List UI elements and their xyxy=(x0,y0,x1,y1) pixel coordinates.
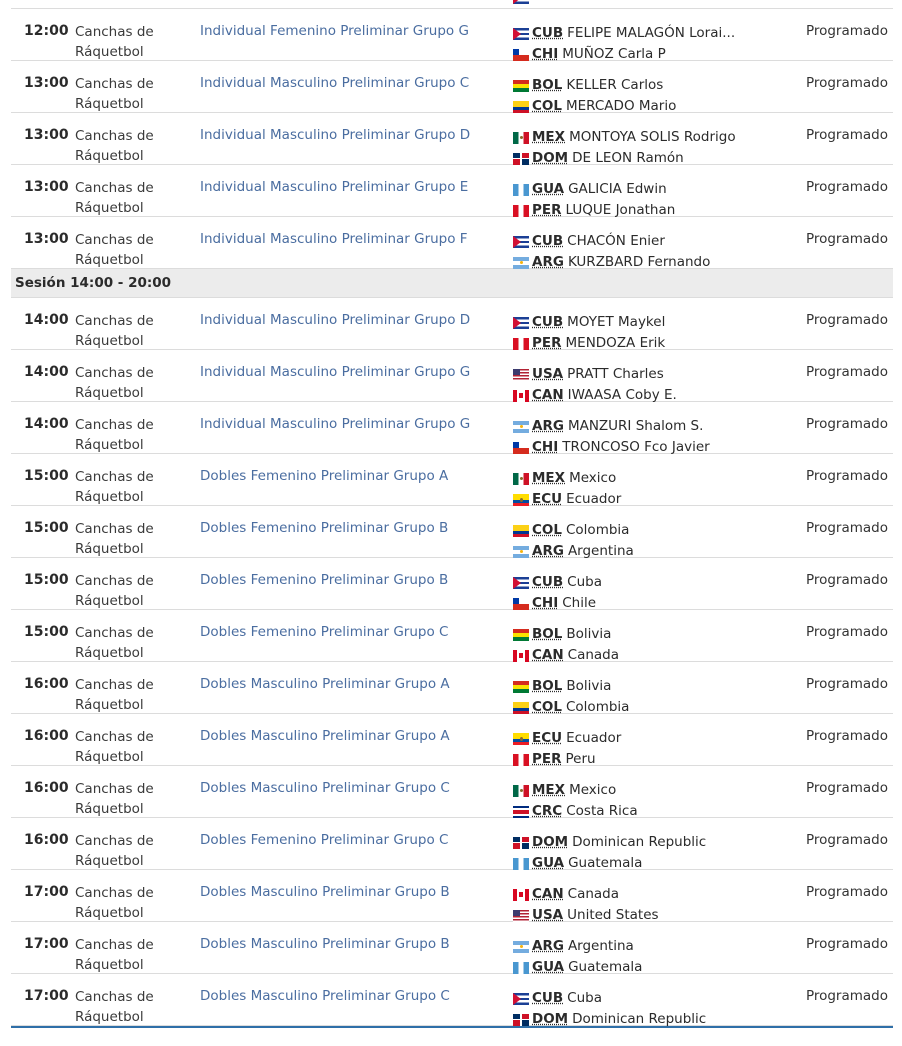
venue-line: Ráquetbol xyxy=(75,43,144,60)
country-code: MEX xyxy=(532,782,566,798)
table-row xyxy=(11,298,893,350)
competitor-name: TRONCOSO Fco Javier xyxy=(562,439,710,455)
flag-icon xyxy=(513,733,529,745)
country-code: CHI xyxy=(532,595,559,611)
flag-icon xyxy=(513,889,529,901)
competitor-name: LUQUE Jonathan xyxy=(565,202,676,218)
venue-cell xyxy=(75,364,154,403)
country-code: DOM xyxy=(532,834,569,850)
competitor-name: CHACÓN Enier xyxy=(567,233,665,249)
country-code: COL xyxy=(532,522,562,538)
table-row xyxy=(11,714,893,766)
status-text: Programado xyxy=(805,312,888,328)
status-text: Programado xyxy=(805,364,888,380)
country-code: COL xyxy=(532,699,562,715)
table-row xyxy=(11,61,893,113)
competitors-cell xyxy=(513,127,736,169)
event-link[interactable]: Dobles Masculino Preliminar Grupo A xyxy=(200,728,450,744)
status-text: Programado xyxy=(805,780,888,796)
flag-icon xyxy=(513,205,529,217)
competitors-cell xyxy=(513,231,710,273)
event-link[interactable]: Dobles Femenino Preliminar Grupo C xyxy=(200,832,449,848)
flag-icon xyxy=(513,650,529,662)
competitor-name: United States xyxy=(567,907,659,923)
venue-line: Canchas de xyxy=(75,521,154,537)
venue-cell xyxy=(75,572,154,611)
competitors-cell xyxy=(513,572,602,614)
competitor xyxy=(513,252,710,273)
competitor xyxy=(513,416,710,437)
country-code: CUB xyxy=(532,574,564,590)
status-text: Programado xyxy=(805,936,888,952)
match-time: 16:00 xyxy=(24,780,69,796)
venue-cell xyxy=(75,728,154,767)
competitors-cell xyxy=(513,468,621,510)
venue-line: Ráquetbol xyxy=(75,800,144,817)
flag-icon xyxy=(513,598,529,610)
table-row xyxy=(11,165,893,217)
venue-line: Canchas de xyxy=(75,573,154,589)
flag-icon xyxy=(513,369,529,381)
competitor-name: KURZBARD Fernando xyxy=(567,254,711,270)
country-code: BOL xyxy=(532,77,563,93)
venue-line: Ráquetbol xyxy=(75,147,144,164)
competitor-name: MANZURI Shalom S. xyxy=(567,418,704,434)
venue-line: Canchas de xyxy=(75,417,154,433)
status-text: Programado xyxy=(805,884,888,900)
flag-icon xyxy=(513,941,529,953)
competitor-name: Peru xyxy=(565,751,596,767)
flag-icon xyxy=(513,28,529,40)
flag-icon xyxy=(513,910,529,922)
match-time: 14:00 xyxy=(24,364,69,380)
competitor xyxy=(513,988,706,1009)
match-time: 14:00 xyxy=(24,416,69,432)
country-code: GUA xyxy=(532,181,565,197)
flag-icon xyxy=(513,80,529,92)
venue-cell xyxy=(75,23,154,62)
venue-cell xyxy=(75,988,154,1027)
venue-line: Canchas de xyxy=(75,469,154,485)
event-link[interactable]: Individual Masculino Preliminar Grupo E xyxy=(200,179,469,195)
match-time: 13:00 xyxy=(24,127,69,143)
table-row xyxy=(11,662,893,714)
country-code: CHI xyxy=(532,46,559,62)
event-link[interactable]: Individual Masculino Preliminar Grupo F xyxy=(200,231,468,247)
competitor xyxy=(513,231,710,252)
event-link[interactable]: Individual Masculino Preliminar Grupo D xyxy=(200,312,471,328)
competitor xyxy=(513,832,706,853)
venue-line: Ráquetbol xyxy=(75,332,144,349)
event-link[interactable]: Dobles Masculino Preliminar Grupo C xyxy=(200,780,450,796)
competitors-cell xyxy=(513,75,676,117)
event-link[interactable]: Dobles Masculino Preliminar Grupo A xyxy=(200,676,450,692)
competitor-name: Cuba xyxy=(567,574,602,590)
competitor-name: Bolivia xyxy=(566,678,612,694)
competitor-name: MUÑOZ Carla P xyxy=(562,46,666,62)
country-code: ARG xyxy=(532,418,564,434)
match-time: 13:00 xyxy=(24,231,69,247)
match-time: 16:00 xyxy=(24,832,69,848)
competitors-cell xyxy=(513,520,634,562)
competitor xyxy=(513,780,638,801)
country-code: CAN xyxy=(532,647,564,663)
flag-icon xyxy=(513,754,529,766)
competitors-cell xyxy=(513,416,710,458)
country-code: CUB xyxy=(532,25,564,41)
match-time: 17:00 xyxy=(24,884,69,900)
competitors-cell xyxy=(513,312,665,354)
competitor xyxy=(513,884,659,905)
country-code: USA xyxy=(532,907,564,923)
match-time: 12:00 xyxy=(24,23,69,39)
competitor-name: DE LEON Ramón xyxy=(572,150,684,166)
venue-line: Canchas de xyxy=(75,232,154,248)
competitors-cell xyxy=(513,936,642,978)
competitors-cell xyxy=(513,728,621,770)
flag-icon xyxy=(513,785,529,797)
match-time: 13:00 xyxy=(24,179,69,195)
country-code: CAN xyxy=(532,387,564,403)
status-text: Programado xyxy=(805,179,888,195)
country-code: GUA xyxy=(532,855,565,871)
status-text: Programado xyxy=(805,832,888,848)
flag-icon xyxy=(513,473,529,485)
competitor xyxy=(513,624,619,645)
country-code: CAN xyxy=(532,886,564,902)
flag-icon xyxy=(513,858,529,870)
country-code: ARG xyxy=(532,938,564,954)
flag-icon xyxy=(513,525,529,537)
flag-icon xyxy=(513,236,529,248)
competitor xyxy=(513,179,675,200)
competitor-name: KELLER Carlos xyxy=(566,77,664,93)
country-code: PER xyxy=(532,335,562,351)
country-code: PER xyxy=(532,202,562,218)
venue-line: Canchas de xyxy=(75,885,154,901)
country-code: ARG xyxy=(532,543,564,559)
venue-line: Ráquetbol xyxy=(75,1008,144,1025)
venue-line: Ráquetbol xyxy=(75,251,144,268)
venue-line: Canchas de xyxy=(75,833,154,849)
competitor-name: Argentina xyxy=(567,543,634,559)
competitors-cell xyxy=(513,884,659,926)
venue-cell xyxy=(75,676,154,715)
event-link[interactable]: Dobles Femenino Preliminar Grupo A xyxy=(200,468,449,484)
venue-cell xyxy=(75,179,154,218)
event-link[interactable]: Individual Femenino Preliminar Grupo G xyxy=(200,23,469,39)
flag-icon xyxy=(513,317,529,329)
flag-icon xyxy=(513,442,529,454)
competitor xyxy=(513,23,735,44)
table-row xyxy=(11,454,893,506)
country-code: MEX xyxy=(532,129,566,145)
table-row xyxy=(11,350,893,402)
country-code: GUA xyxy=(532,959,565,975)
venue-line: Ráquetbol xyxy=(75,904,144,921)
table-row xyxy=(11,9,893,61)
flag-icon xyxy=(513,390,529,402)
flag-icon xyxy=(513,1014,529,1026)
competitor-name: Dominican Republic xyxy=(572,1011,707,1027)
venue-line: Canchas de xyxy=(75,365,154,381)
session-header: Sesión 14:00 - 20:00 xyxy=(11,269,893,298)
country-code: BOL xyxy=(532,626,563,642)
flag-icon xyxy=(513,993,529,1005)
competitor-name: Canada xyxy=(567,647,620,663)
top-divider xyxy=(11,0,893,9)
venue-line: Ráquetbol xyxy=(75,540,144,557)
flag-icon xyxy=(513,0,529,4)
table-row xyxy=(11,922,893,974)
competitor-name: Dominican Republic xyxy=(572,834,707,850)
competitors-cell xyxy=(513,179,675,221)
table-row xyxy=(11,818,893,870)
venue-cell xyxy=(75,624,154,663)
venue-cell xyxy=(75,936,154,975)
competitor-name: Guatemala xyxy=(568,959,643,975)
flag-icon xyxy=(513,577,529,589)
match-time: 17:00 xyxy=(24,936,69,952)
competitor-name: FELIPE MALAGÓN Lorai... xyxy=(567,25,736,41)
venue-line: Canchas de xyxy=(75,180,154,196)
event-link[interactable]: Dobles Masculino Preliminar Grupo C xyxy=(200,988,450,1004)
table-row xyxy=(11,974,893,1026)
country-code: CRC xyxy=(532,803,563,819)
competitor xyxy=(513,312,665,333)
flag-icon xyxy=(513,629,529,641)
country-code: BOL xyxy=(532,678,563,694)
table-row xyxy=(11,113,893,165)
competitor-name: Costa Rica xyxy=(566,803,638,819)
venue-cell xyxy=(75,416,154,455)
venue-line: Ráquetbol xyxy=(75,644,144,661)
match-time: 16:00 xyxy=(24,728,69,744)
flag-icon xyxy=(513,421,529,433)
competitor-name: MERCADO Mario xyxy=(566,98,677,114)
competitor xyxy=(513,728,621,749)
country-code: USA xyxy=(532,366,564,382)
match-time: 15:00 xyxy=(24,572,69,588)
competitor-name: Argentina xyxy=(567,938,634,954)
match-time: 13:00 xyxy=(24,75,69,91)
event-link[interactable]: Dobles Masculino Preliminar Grupo B xyxy=(200,884,450,900)
country-code: PER xyxy=(532,751,562,767)
event-link[interactable]: Dobles Femenino Preliminar Grupo C xyxy=(200,624,449,640)
country-code: COL xyxy=(532,98,562,114)
venue-line: Ráquetbol xyxy=(75,95,144,112)
venue-line: Canchas de xyxy=(75,729,154,745)
status-text: Programado xyxy=(805,468,888,484)
event-link[interactable]: Dobles Masculino Preliminar Grupo B xyxy=(200,936,450,952)
venue-line: Canchas de xyxy=(75,24,154,40)
flag-icon xyxy=(513,702,529,714)
status-text: Programado xyxy=(805,127,888,143)
status-text: Programado xyxy=(805,520,888,536)
competitor xyxy=(513,364,677,385)
competitor-name: MENDOZA Erik xyxy=(565,335,666,351)
table-row xyxy=(11,558,893,610)
competitor xyxy=(513,520,634,541)
competitors-cell xyxy=(513,832,706,874)
competitor xyxy=(513,1009,706,1030)
match-time: 17:00 xyxy=(24,988,69,1004)
event-link[interactable]: Dobles Femenino Preliminar Grupo B xyxy=(200,572,449,588)
country-code: MEX xyxy=(532,470,566,486)
status-text: Programado xyxy=(805,676,888,692)
venue-line: Ráquetbol xyxy=(75,199,144,216)
competitor xyxy=(513,936,642,957)
venue-cell xyxy=(75,75,154,114)
competitor-name: PRATT Charles xyxy=(567,366,664,382)
competitors-cell xyxy=(513,780,638,822)
competitor-name: MONTOYA SOLIS Rodrigo xyxy=(569,129,736,145)
competitor xyxy=(513,75,676,96)
flag-icon xyxy=(513,132,529,144)
status-text: Programado xyxy=(805,572,888,588)
competitors-cell xyxy=(513,364,677,406)
flag-icon xyxy=(513,338,529,350)
competitors-cell xyxy=(513,23,735,65)
venue-line: Canchas de xyxy=(75,989,154,1005)
country-code: ECU xyxy=(532,730,563,746)
competitor-name: MOYET Maykel xyxy=(567,314,666,330)
venue-line: Canchas de xyxy=(75,937,154,953)
status-text: Programado xyxy=(805,728,888,744)
country-code: CUB xyxy=(532,314,564,330)
status-text: Programado xyxy=(805,23,888,39)
venue-cell xyxy=(75,231,154,270)
competitors-cell xyxy=(513,988,706,1030)
venue-line: Ráquetbol xyxy=(75,436,144,453)
flag-icon xyxy=(513,962,529,974)
competitor xyxy=(513,572,602,593)
competitor-name: Cuba xyxy=(567,990,602,1006)
match-time: 16:00 xyxy=(24,676,69,692)
venue-line: Ráquetbol xyxy=(75,956,144,973)
flag-icon xyxy=(513,184,529,196)
status-text: Programado xyxy=(805,416,888,432)
venue-line: Ráquetbol xyxy=(75,696,144,713)
match-time: 15:00 xyxy=(24,624,69,640)
table-row xyxy=(11,766,893,818)
flag-icon xyxy=(513,806,529,818)
flag-icon xyxy=(513,546,529,558)
venue-line: Ráquetbol xyxy=(75,748,144,765)
country-code: ARG xyxy=(532,254,564,270)
venue-line: Canchas de xyxy=(75,313,154,329)
competitor-name: Colombia xyxy=(566,699,630,715)
country-code: CUB xyxy=(532,233,564,249)
competitor-name: Bolivia xyxy=(566,626,612,642)
schedule-table xyxy=(11,0,893,1028)
event-link[interactable]: Individual Masculino Preliminar Grupo G xyxy=(200,416,471,432)
status-text: Programado xyxy=(805,988,888,1004)
competitor-name: IWAASA Coby E. xyxy=(567,387,677,403)
event-link[interactable]: Individual Masculino Preliminar Grupo C xyxy=(200,75,470,91)
event-link[interactable]: Individual Masculino Preliminar Grupo D xyxy=(200,127,471,143)
flag-icon xyxy=(513,257,529,269)
flag-icon xyxy=(513,681,529,693)
venue-line: Canchas de xyxy=(75,781,154,797)
competitor-name: Ecuador xyxy=(566,730,622,746)
country-code: ECU xyxy=(532,491,563,507)
flag-icon xyxy=(513,101,529,113)
table-row xyxy=(11,610,893,662)
venue-line: Ráquetbol xyxy=(75,852,144,869)
venue-cell xyxy=(75,780,154,819)
venue-line: Ráquetbol xyxy=(75,592,144,609)
table-row xyxy=(11,506,893,558)
competitor xyxy=(513,468,621,489)
venue-line: Ráquetbol xyxy=(75,488,144,505)
venue-line: Canchas de xyxy=(75,625,154,641)
venue-cell xyxy=(75,468,154,507)
match-time: 15:00 xyxy=(24,520,69,536)
venue-line: Canchas de xyxy=(75,76,154,92)
competitors-cell xyxy=(513,676,629,718)
venue-line: Canchas de xyxy=(75,128,154,144)
competitor-name: Colombia xyxy=(566,522,630,538)
competitor-name: Ecuador xyxy=(566,491,622,507)
venue-line: Ráquetbol xyxy=(75,384,144,401)
table-row xyxy=(11,870,893,922)
venue-cell xyxy=(75,312,154,351)
table-row xyxy=(11,217,893,269)
venue-cell xyxy=(75,832,154,871)
venue-cell xyxy=(75,127,154,166)
match-time: 14:00 xyxy=(24,312,69,328)
status-text: Programado xyxy=(805,75,888,91)
competitor-name: GALICIA Edwin xyxy=(568,181,667,197)
country-code: CHI xyxy=(532,439,559,455)
table-row xyxy=(11,402,893,454)
competitor-name: Mexico xyxy=(569,470,617,486)
flag-icon xyxy=(513,494,529,506)
competitor-name: Guatemala xyxy=(568,855,643,871)
venue-cell xyxy=(75,520,154,559)
country-code: CUB xyxy=(532,990,564,1006)
status-text: Programado xyxy=(805,624,888,640)
flag-icon xyxy=(513,837,529,849)
competitor xyxy=(513,127,736,148)
match-time: 15:00 xyxy=(24,468,69,484)
competitor-name: Mexico xyxy=(569,782,617,798)
venue-cell xyxy=(75,884,154,923)
flag-icon xyxy=(513,49,529,61)
country-code: DOM xyxy=(532,1011,569,1027)
competitor-name: Canada xyxy=(567,886,620,902)
country-code: DOM xyxy=(532,150,569,166)
venue-line: Canchas de xyxy=(75,677,154,693)
competitor-name: Chile xyxy=(562,595,597,611)
competitor xyxy=(513,676,629,697)
flag-icon xyxy=(513,153,529,165)
event-link[interactable]: Dobles Femenino Preliminar Grupo B xyxy=(200,520,449,536)
event-link[interactable]: Individual Masculino Preliminar Grupo G xyxy=(200,364,471,380)
status-text: Programado xyxy=(805,231,888,247)
competitors-cell xyxy=(513,624,619,666)
